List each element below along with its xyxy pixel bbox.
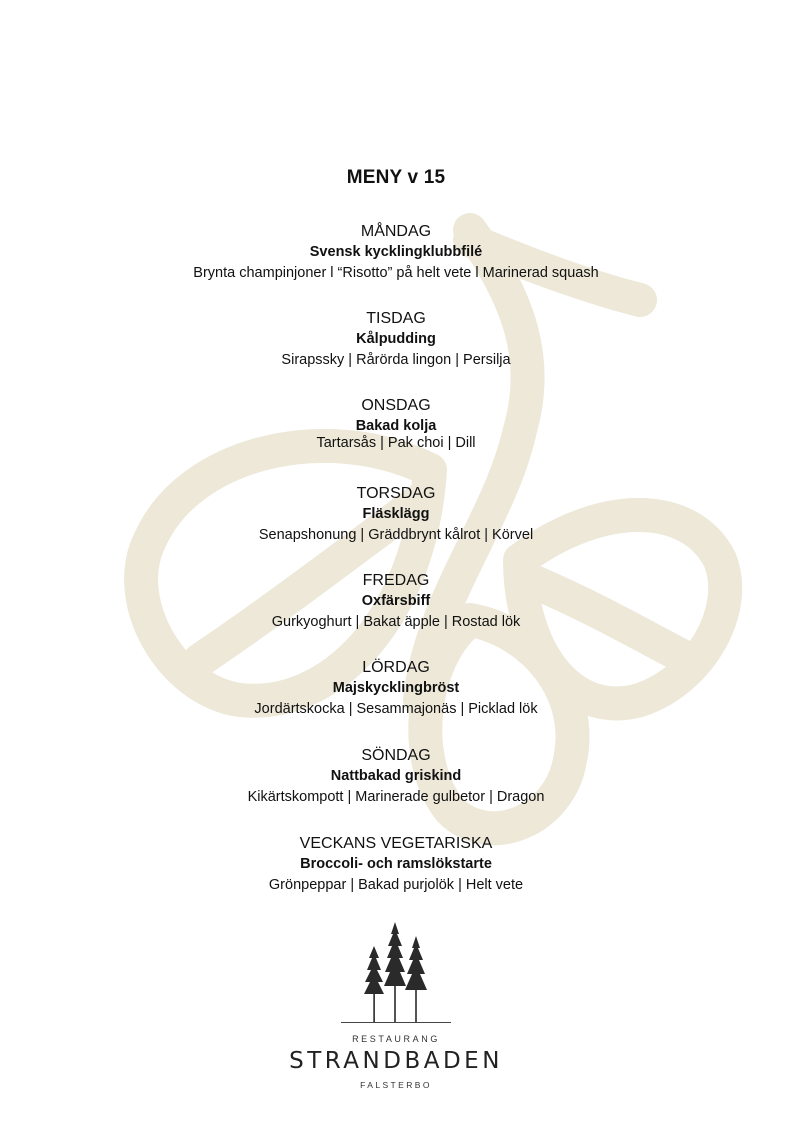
day-name: SÖNDAG: [361, 747, 431, 764]
day-name: ONSDAG: [361, 397, 431, 414]
day-name: FREDAG: [362, 572, 430, 589]
day-name: VECKANS VEGETARISKA: [299, 835, 493, 852]
day-dish: Majskycklingbröst: [332, 680, 460, 696]
day-name: MÅNDAG: [360, 223, 432, 240]
day-sides: Sirapssky | Rårörda lingon | Persilja: [281, 352, 511, 368]
day-name: LÖRDAG: [362, 659, 430, 676]
day-vegetarian: [0, 834, 792, 894]
day-name: TISDAG: [366, 310, 426, 327]
day-dish: Oxfärsbiff: [361, 593, 431, 609]
day-dish: Svensk kycklingklubbfilé: [309, 244, 483, 260]
restaurant-logo: [0, 918, 792, 1090]
day-sides: Kikärtskompott | Marinerade gulbetor | Dragon: [247, 789, 545, 805]
day-dish: Nattbakad griskind: [330, 768, 462, 784]
day-monday: [0, 222, 792, 282]
day-sides: Grönpeppar | Bakad purjolök | Helt vete: [268, 877, 524, 893]
logo-line-1: RESTAURANG: [352, 1034, 440, 1044]
day-dish: Broccoli- och ramslökstarte: [300, 856, 492, 872]
day-sides: Gurkyoghurt | Bakat äpple | Rostad lök: [271, 614, 521, 630]
day-dish: Bakad kolja: [355, 418, 437, 434]
day-saturday: [0, 658, 792, 718]
logo-brand: STRANDBADEN: [289, 1048, 503, 1074]
day-thursday: [0, 484, 792, 544]
logo-line-2: FALSTERBO: [360, 1080, 432, 1090]
day-sides: Tartarsås | Pak choi | Dill: [316, 435, 476, 451]
menu-title: MENY v 15: [346, 167, 446, 188]
day-sunday: [0, 746, 792, 806]
day-dish: Fläsklägg: [362, 506, 430, 522]
pine-trees-icon: [341, 918, 451, 1026]
day-dish: Kålpudding: [356, 331, 436, 347]
day-name: TORSDAG: [356, 485, 436, 502]
day-wednesday: [0, 396, 792, 452]
day-tuesday: [0, 309, 792, 369]
day-sides: Brynta champinjoner l “Risotto” på helt vete l Marinerad squash: [193, 265, 599, 281]
day-sides: Jordärtskocka | Sesammajonäs | Picklad lök: [254, 701, 538, 717]
day-friday: [0, 571, 792, 631]
day-sides: Senapshonung | Gräddbrynt kålrot | Körvel: [258, 527, 534, 543]
